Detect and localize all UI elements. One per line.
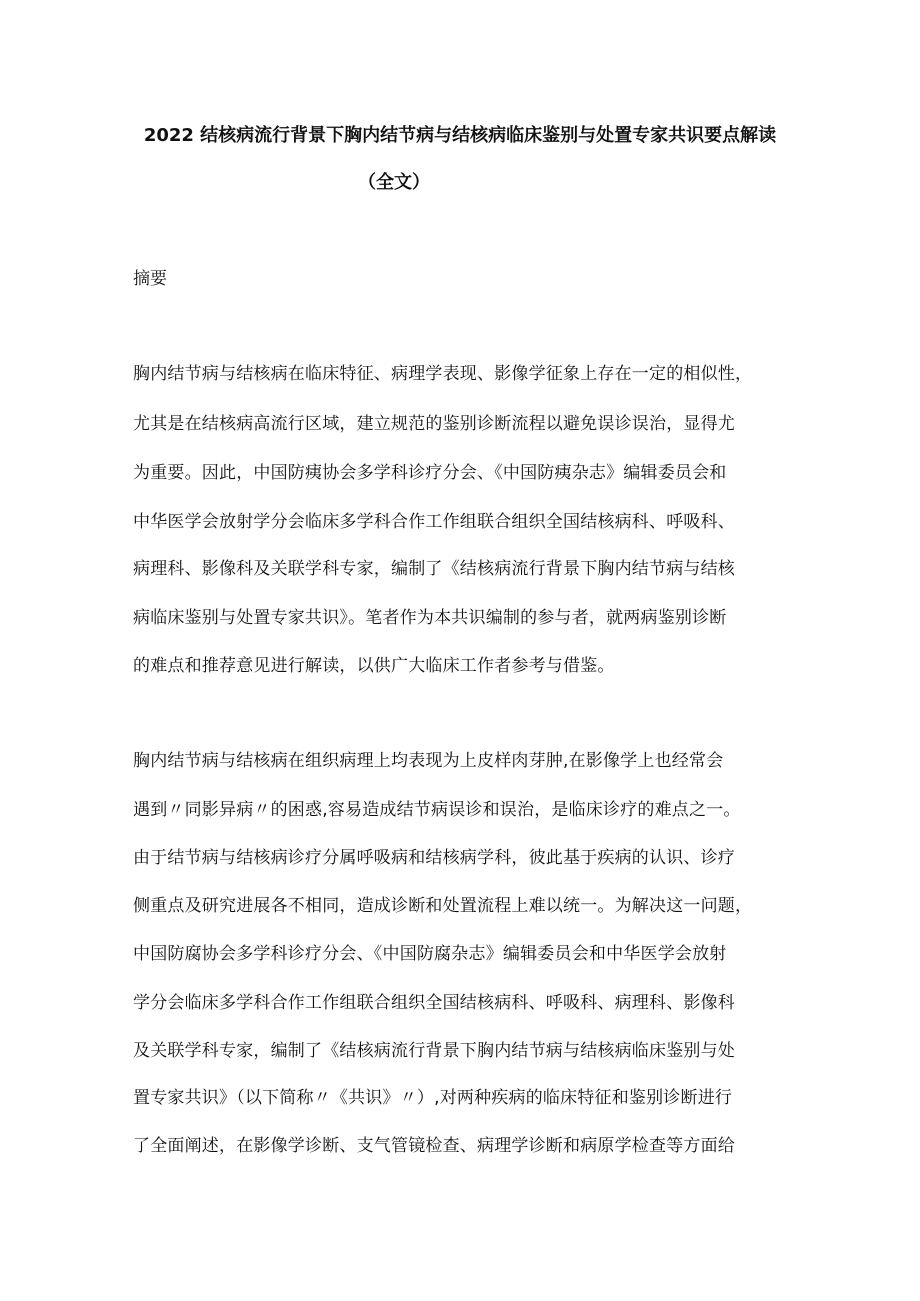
document-title-suffix: （全文） <box>358 172 430 193</box>
paragraph-line: 病临床鉴别与处置专家共识》。笔者作为本共识编制的参与者，就两病鉴别诊断 <box>133 608 727 628</box>
paragraph-line: 尤其是在结核病高流行区域，建立规范的鉴别诊断流程以避免误诊误治，显得尤 <box>133 414 735 434</box>
paragraph-line: 遇到〃同影异病〃的困惑,容易造成结节病误诊和误治，是临床诊疗的难点之一。 <box>133 800 741 820</box>
paragraph-line: 为重要。因此，中国防痍协会多学科诊疗分会、《中国防痍杂志》编辑委员会和 <box>133 463 727 483</box>
paragraph-line: 胸内结节病与结核病在临床特征、病理学表现、影像学征象上存在一定的相似性， <box>133 364 753 384</box>
paragraph-line: 病理科、影像科及关联学科专家，编制了《结核病流行背景下胸内结节病与结核 <box>133 559 735 579</box>
abstract-heading: 摘要 <box>133 269 167 289</box>
paragraph-line: 中华医学会放射学分会临床多学科合作工作组联合组织全国结核病科、呼吸科、 <box>133 512 735 532</box>
paragraph-line: 胸内结节病与结核病在组织病理上均表现为上皮样肉芽肿,在影像学上也经常会 <box>133 751 724 771</box>
paragraph-line: 侧重点及研究进展各不相同，造成诊断和处置流程上难以统一。为解决这一问题， <box>133 896 753 916</box>
paragraph-line: 中国防腐协会多学科诊疗分会、《中国防腐杂志》编辑委员会和中华医学会放射 <box>133 944 727 964</box>
document-title: 2022 结核病流行背景下胸内结节病与结核病临床鉴别与处置专家共识要点解读 <box>143 125 777 146</box>
paragraph-line: 的难点和推荐意见进行解读，以供广大临床工作者参考与借鉴。 <box>133 656 615 676</box>
paragraph-line: 由于结节病与结核病诊疗分属呼吸病和结核病学科，彼此基于疾病的认识、诊疗 <box>133 848 735 868</box>
paragraph-line: 及关联学科专家，编制了《结核病流行背景下胸内结节病与结核病临床鉴别与处 <box>133 1041 735 1061</box>
paragraph-line: 了全面阐述，在影像学诊断、支气管镜检查、病理学诊断和病原学检查等方面给 <box>133 1136 735 1156</box>
paragraph-line: 置专家共识》（以下简称〃《共识》〃）,对两种疾病的临床特征和鉴别诊断进行 <box>133 1088 733 1108</box>
paragraph-line: 学分会临床多学科合作工作组联合组织全国结核病科、呼吸科、病理科、影像科 <box>133 993 735 1013</box>
